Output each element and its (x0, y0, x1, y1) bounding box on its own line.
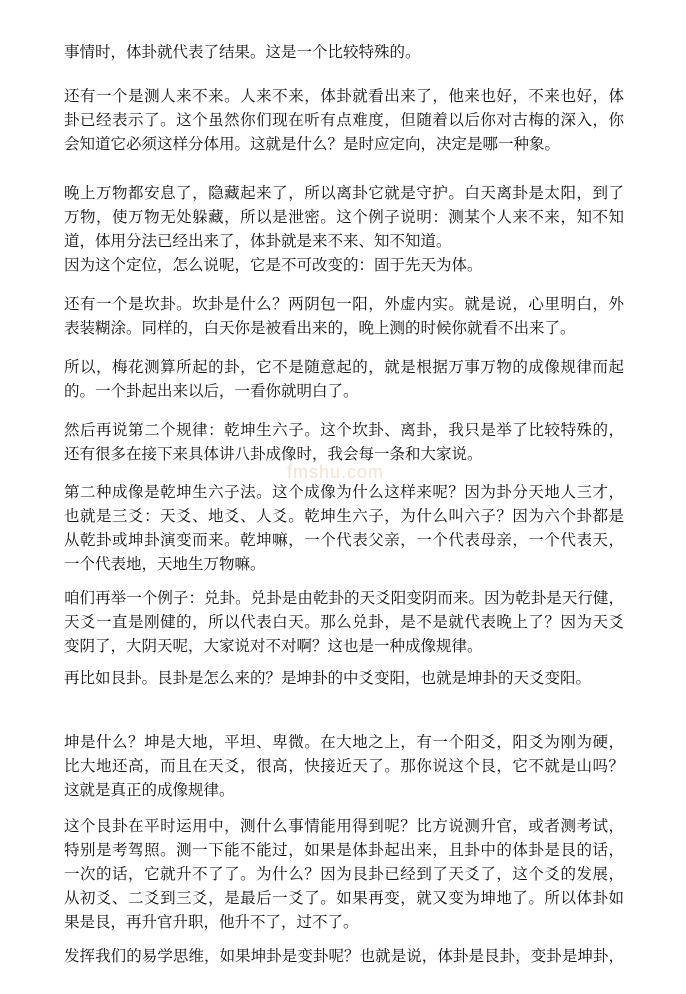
text-line: 坤是什么？坤是大地，平坦、卑微。在大地之上，有一个阳爻，阳爻为刚为硬， (64, 733, 624, 751)
paragraph-11 (64, 730, 624, 802)
text-line: 万物，使万物无处躲藏，所以是泄密。这个例子说明：测某个人来不来，知不知 (64, 208, 624, 226)
text-line: 所以，梅花测算所起的卦，它不是随意起的，就是根据万事万物的成像规律而起 (64, 358, 624, 376)
text-line: 比大地还高，而且在天爻，很高，快接近天了。那你说这个艮，它不就是山吗？ (64, 757, 624, 775)
text-line: 从乾卦或坤卦演变而来。乾坤嘛，一个代表父亲，一个代表母亲，一个代表天， (64, 531, 624, 549)
text-line: 这就是真正的成像规律。 (64, 781, 235, 799)
text-line: 然后再说第二个规律：乾坤生六子。这个坎卦、离卦，我只是举了比较特殊的， (64, 421, 624, 439)
text-line: 咱们再举一个例子：兑卦。兑卦是由乾卦的天爻阳变阴而来。因为乾卦是天行健， (64, 589, 624, 607)
paragraph-4 (64, 253, 624, 277)
paragraph-13 (64, 944, 624, 968)
text-line: 还有很多在接下来具体讲八卦成像时，我会每一条和大家说。 (64, 445, 483, 463)
paragraph-6 (64, 355, 624, 403)
text-line: 天爻一直是刚健的，所以代表白天。那么兑卦，是不是就代表晚上了？因为天爻 (64, 613, 624, 631)
text-line: 还有一个是测人来不来。人来不来，体卦就看出来了，他来也好，不来也好，体 (64, 87, 624, 105)
text-line: 事情时，体卦就代表了结果。这是一个比较特殊的。 (64, 43, 421, 61)
text-line: 特别是考驾照。测一下能不能过，如果是体卦起出来，且卦中的体卦是艮的话， (64, 841, 624, 859)
paragraph-3 (64, 181, 624, 253)
text-line: 卦已经表示了。这个虽然你们现在听有点难度，但随着以后你对古梅的深入，你 (64, 111, 624, 129)
text-line: 果是艮，再升官升职，他升不了，过不了。 (64, 913, 359, 931)
paragraph-1 (64, 40, 624, 64)
paragraph-8 (64, 480, 624, 576)
text-line: 的。一个卦起出来以后，一看你就明白了。 (64, 382, 359, 400)
text-line: 也就是三爻：天爻、地爻、人爻。乾坤生六子，为什么叫六子？因为六个卦都是 (64, 507, 624, 525)
text-line: 表装糊涂。同样的，白天你是被看出来的，晚上测的时候你就看不出来了。 (64, 319, 576, 337)
paragraph-12 (64, 814, 624, 934)
text-line: 变阴了，大阴天呢，大家说对不对啊？这也是一种成像规律。 (64, 637, 483, 655)
text-line: 因为这个定位，怎么说呢，它是不可改变的：固于先天为体。 (64, 256, 483, 274)
text-line: 晚上万物都安息了，隐藏起来了，所以离卦它就是守护。白天离卦是太阳，到了 (64, 184, 624, 202)
watermark-text: fmshu.com (287, 462, 385, 482)
paragraph-9 (64, 586, 624, 658)
text-line: 从初爻、二爻到三爻，是最后一爻了。如果再变，就又变为坤地了。所以体卦如 (64, 889, 624, 907)
paragraph-7 (64, 418, 624, 466)
text-line: 一次的话，它就升不了了。为什么？因为艮卦已经到了天爻了，这个爻的发展， (64, 865, 624, 883)
text-line: 一个代表地，天地生万物嘛。 (64, 555, 266, 573)
text-line: 发挥我们的易学思维，如果坤卦是变卦呢？也就是说，体卦是艮卦，变卦是坤卦， (64, 947, 624, 965)
paragraph-10 (64, 666, 624, 690)
text-line: 会知道它必须这样分体用。这就是什么？是时应定向，决定是哪一种象。 (64, 135, 561, 153)
text-line: 还有一个是坎卦。坎卦是什么？两阴包一阳，外虚内实。就是说，心里明白，外 (64, 295, 624, 313)
text-line: 再比如艮卦。艮卦是怎么来的？是坤卦的中爻变阳，也就是坤卦的天爻变阳。 (64, 669, 592, 687)
text-line: 第二种成像是乾坤生六子法。这个成像为什么这样来呢？因为卦分天地人三才， (64, 483, 624, 501)
text-line: 道，体用分法已经出来了，体卦就是来不来、知不知道。 (64, 232, 452, 250)
text-line: 这个艮卦在平时运用中，测什么事情能用得到呢？比方说测升官，或者测考试， (64, 817, 624, 835)
paragraph-2 (64, 84, 624, 156)
paragraph-5 (64, 292, 624, 340)
